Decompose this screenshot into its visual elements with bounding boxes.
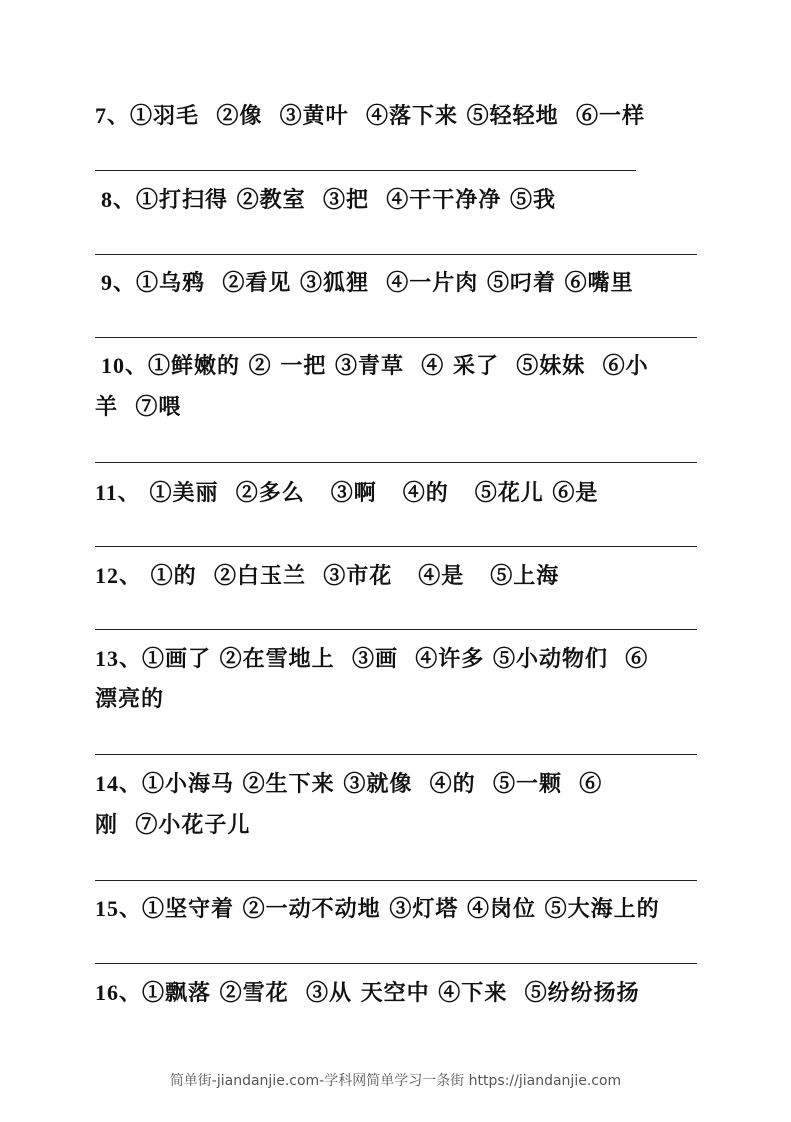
question-words: 刚 ⑦小花子儿 — [95, 812, 251, 838]
question-12 — [95, 555, 701, 597]
question-9 — [101, 262, 707, 304]
question-words: ①坚守着 ②一动不动地 ③灯塔 ④岗位 ⑤大海上的 — [142, 896, 660, 922]
question-11 — [95, 472, 701, 514]
question-words: ①小海马 ②生下来 ③就像 ④的 ⑤一颗 ⑥ — [142, 771, 603, 797]
question-words: ①羽毛 ②像 ③黄叶 ④落下来 ⑤轻轻地 ⑥一样 — [130, 103, 645, 129]
question-words: ①美丽 ②多么 ③啊 ④的 ⑤花儿 ⑥是 — [140, 480, 599, 506]
question-words: ①鲜嫩的 ② 一把 ③青草 ④ 采了 ⑤妹妹 ⑥小 — [148, 353, 649, 379]
answer-line — [95, 546, 697, 547]
question-15 — [95, 888, 701, 930]
question-words: ①打扫得 ②教室 ③把 ④干干净净 ⑤我 — [136, 187, 556, 213]
question-number: 11、 — [95, 480, 141, 505]
question-number: 13、 — [95, 646, 143, 671]
question-words: ①的 ②白玉兰 ③市花 ④是 ⑤上海 — [142, 563, 560, 589]
question-10 — [101, 345, 707, 387]
question-13 — [95, 638, 701, 680]
answer-line — [95, 629, 697, 630]
question-number: 16、 — [95, 980, 143, 1005]
question-number: 12、 — [95, 563, 143, 588]
question-words: 羊 ⑦喂 — [95, 394, 182, 420]
answer-line — [95, 254, 697, 255]
question-14-continued — [95, 805, 701, 846]
answer-line — [95, 337, 697, 338]
question-words: ①画了 ②在雪地上 ③画 ④许多 ⑤小动物们 ⑥ — [142, 646, 649, 672]
question-14 — [95, 763, 701, 805]
question-16 — [95, 972, 701, 1014]
question-number: 14、 — [95, 771, 143, 796]
question-words: ①乌鸦 ②看见 ③狐狸 ④一片肉 ⑤叼着 ⑥嘴里 — [136, 270, 634, 296]
answer-line — [95, 963, 697, 964]
question-number: 8、 — [101, 187, 137, 212]
question-8 — [101, 179, 707, 221]
question-10-continued — [95, 387, 701, 428]
page-footer: 简单街-jiandanjie.com-学科网简单学习一条街 https://jiandanjie.com — [169, 1073, 622, 1089]
question-number: 7、 — [95, 103, 131, 128]
question-number: 15、 — [95, 896, 143, 921]
answer-line — [95, 754, 697, 755]
answer-line — [95, 462, 697, 463]
answer-line — [95, 880, 697, 881]
question-number: 9、 — [101, 270, 137, 295]
question-words: 漂亮的 — [95, 686, 165, 712]
answer-line — [95, 170, 636, 171]
question-7 — [95, 95, 701, 137]
question-words: ①飘落 ②雪花 ③从 天空中 ④下来 ⑤纷纷扬扬 — [142, 980, 640, 1006]
question-number: 10、 — [101, 353, 149, 378]
question-13-continued — [95, 679, 701, 720]
